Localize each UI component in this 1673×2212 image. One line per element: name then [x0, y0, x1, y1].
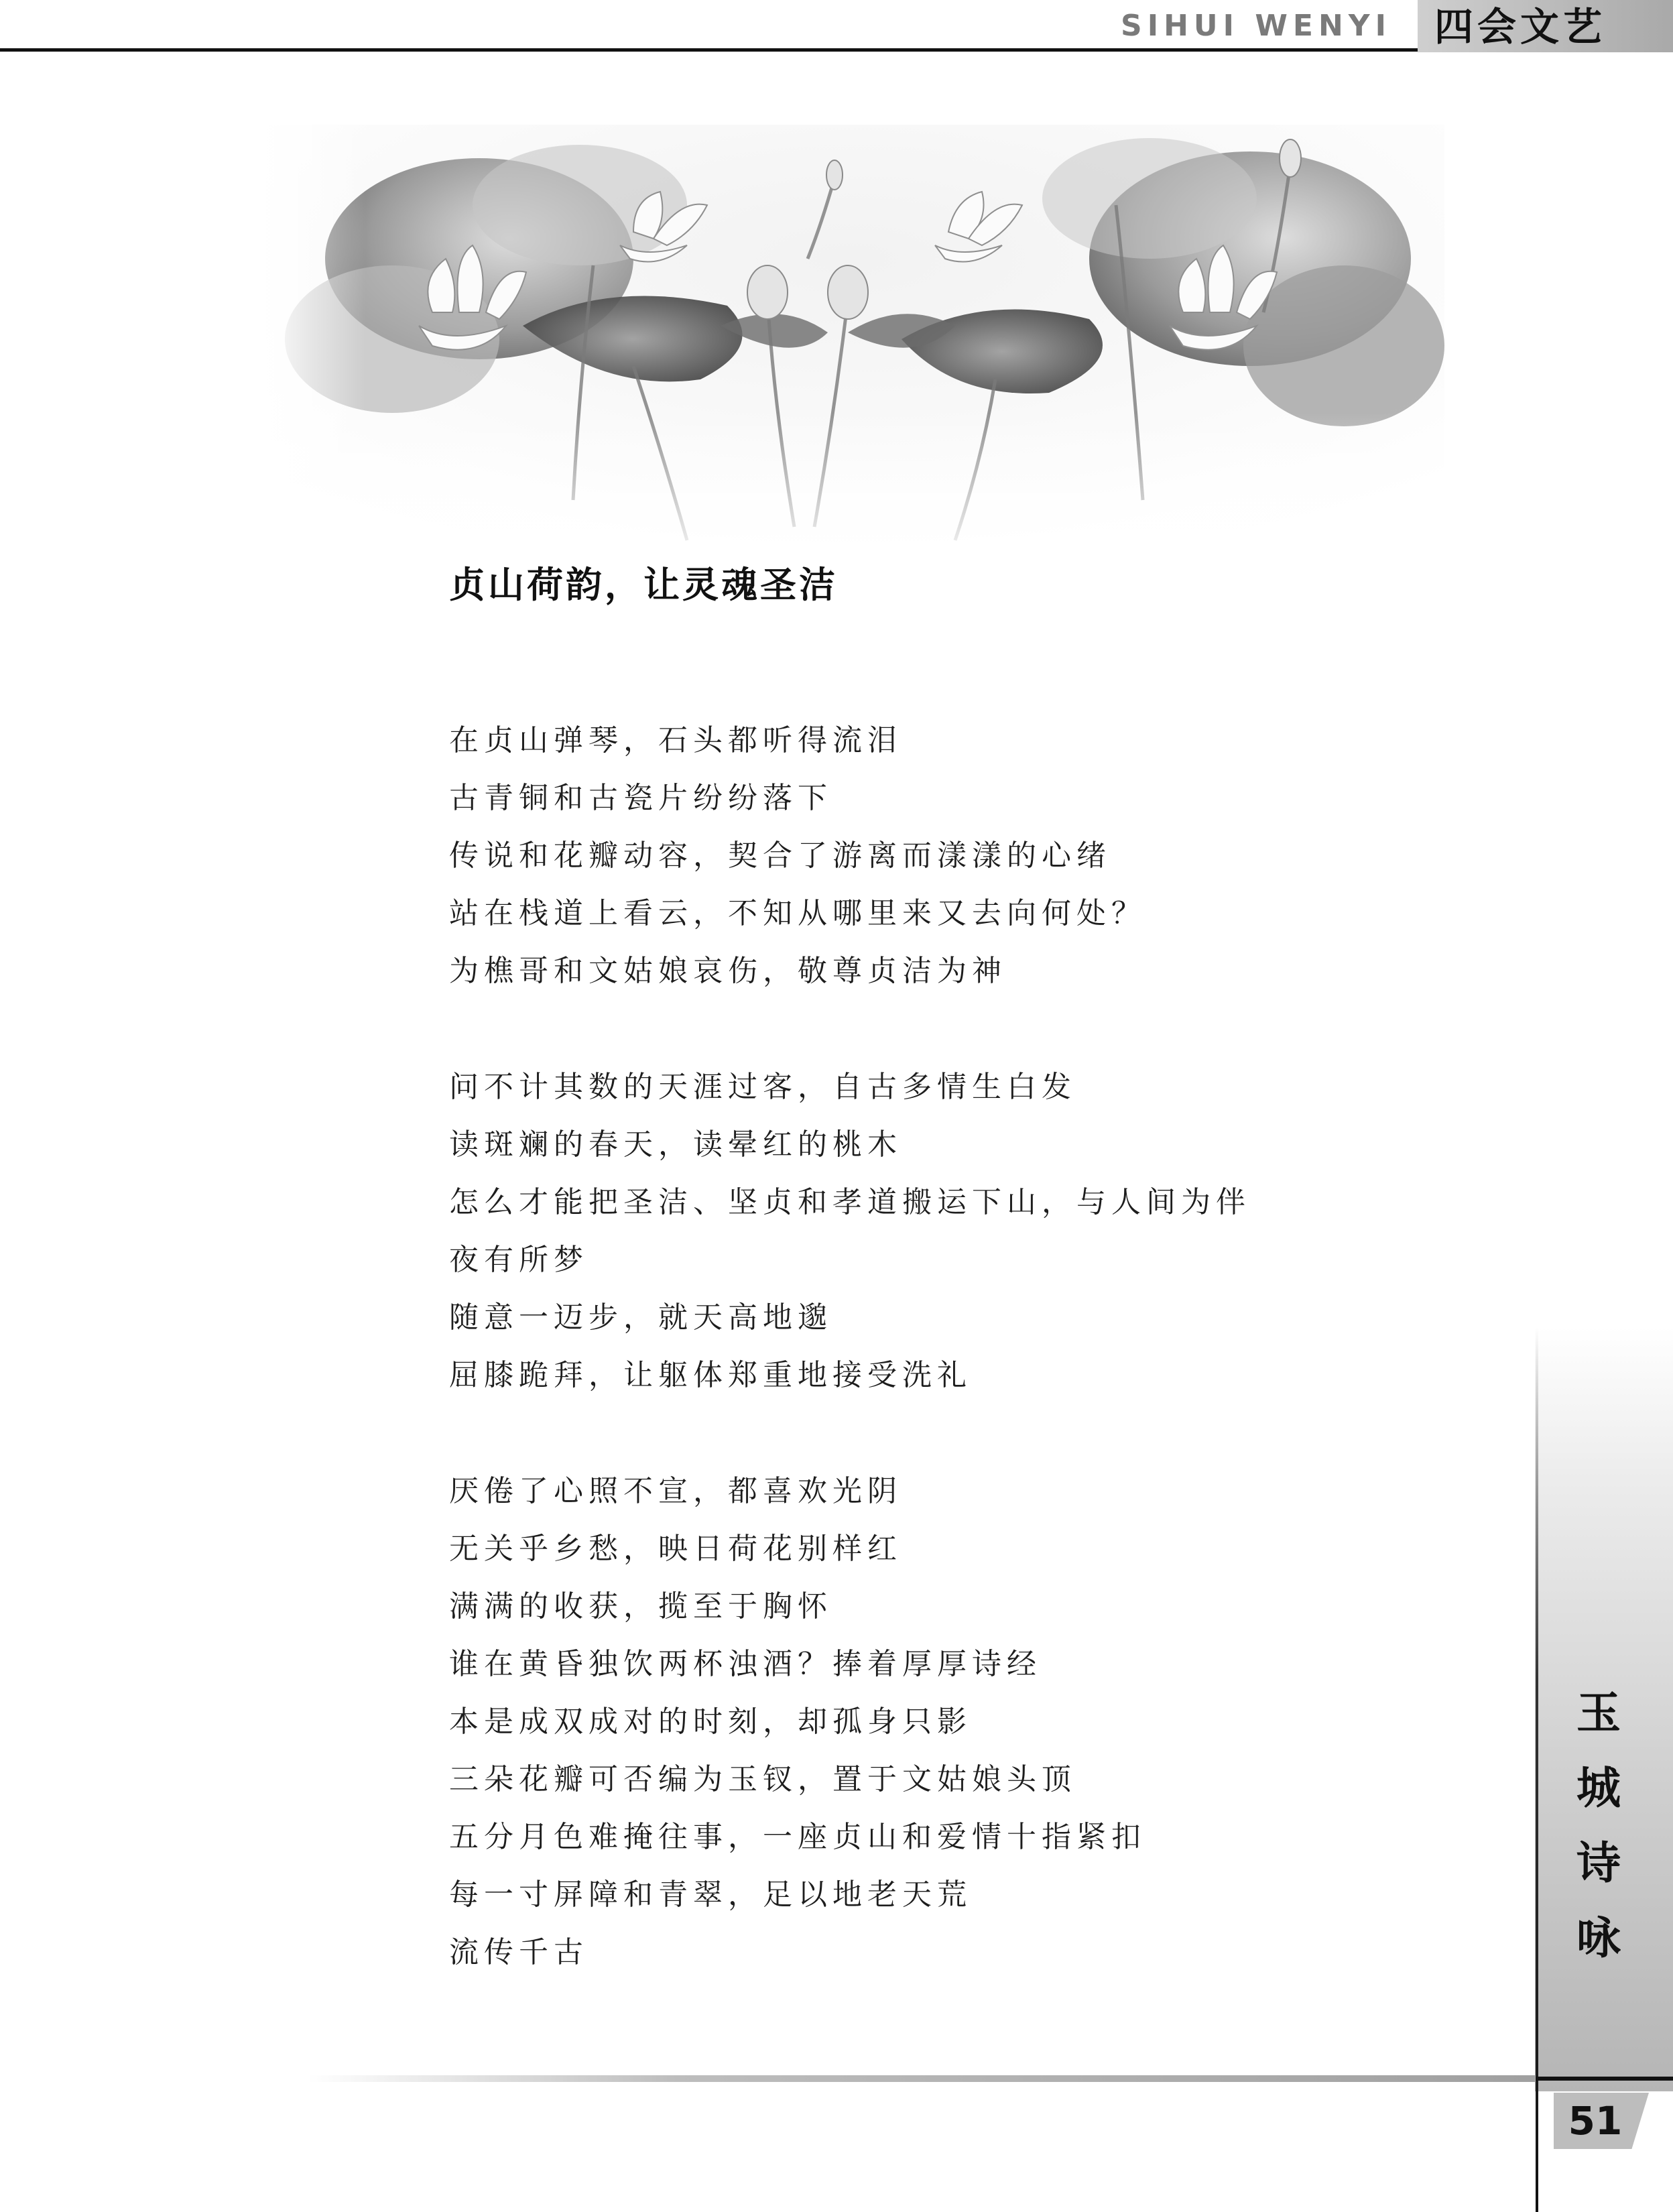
page-number: 51 [1568, 2098, 1623, 2144]
poem-line: 无关乎乡愁，映日荷花别样红 [449, 1532, 902, 1566]
stanza-1 [449, 712, 1387, 1000]
section-label-char: 咏 [1576, 1912, 1621, 1964]
section-label-char: 城 [1576, 1762, 1621, 1814]
poem-line: 怎么才能把圣洁、坚贞和孝道搬运下山，与人间为伴 [449, 1185, 1251, 1219]
poem-title: 贞山荷韵，让灵魂圣洁 [449, 564, 838, 606]
poem-line: 随意一迈步，就天高地邈 [449, 1300, 832, 1335]
poem-line: 满满的收获，揽至于胸怀 [449, 1589, 832, 1623]
poem-line: 读斑斓的春天，读晕红的桃木 [449, 1127, 902, 1162]
poem-line: 夜有所梦 [449, 1243, 588, 1277]
lotus-flowers-illustration-icon [258, 125, 1444, 574]
poem-line: 每一寸屏障和青翠，足以地老天荒 [449, 1878, 972, 1912]
magazine-name-latin: SIHUI WENYI [1121, 9, 1391, 43]
poem-line: 传说和花瓣动容，契合了游离而漾漾的心绪 [449, 839, 1111, 873]
footer-rule [308, 2075, 1535, 2082]
stanza-3 [449, 1463, 1387, 1981]
magazine-name-chinese: 四会文艺 [1434, 4, 1607, 50]
poem-line: 古青铜和古瓷片纷纷落下 [449, 781, 832, 815]
lotus-banner-image [258, 125, 1444, 574]
poem-line: 三朵花瓣可否编为玉钗，置于文姑娘头顶 [449, 1762, 1076, 1796]
section-label-char: 玉 [1576, 1687, 1621, 1739]
poem-line: 流传千古 [449, 1935, 588, 1969]
section-label-char: 诗 [1576, 1837, 1621, 1889]
poem-line: 在贞山弹琴，石头都听得流泪 [449, 723, 902, 757]
poem-line: 厌倦了心照不宣，都喜欢光阴 [449, 1474, 902, 1508]
footer-rule-dark [1536, 2077, 1673, 2081]
header-rule [0, 48, 1428, 52]
stanza-2 [449, 1058, 1387, 1404]
poem-line: 问不计其数的天涯过客，自古多情生白发 [449, 1070, 1076, 1104]
poem-line: 站在栈道上看云，不知从哪里来又去向何处？ [449, 896, 1146, 930]
poem-line: 为樵哥和文姑娘哀伤，敬尊贞洁为神 [449, 954, 1007, 988]
poem-line: 屈膝跪拜，让躯体郑重地接受洗礼 [449, 1358, 972, 1392]
poem-line: 五分月色难掩往事，一座贞山和爱情十指紧扣 [449, 1820, 1146, 1854]
poem-line: 本是成双成对的时刻，却孤身只影 [449, 1705, 972, 1739]
poem-body [449, 712, 1387, 2040]
poem-line: 谁在黄昏独饮两杯浊酒？捧着厚厚诗经 [449, 1647, 1042, 1681]
section-label [1562, 1676, 1635, 1976]
